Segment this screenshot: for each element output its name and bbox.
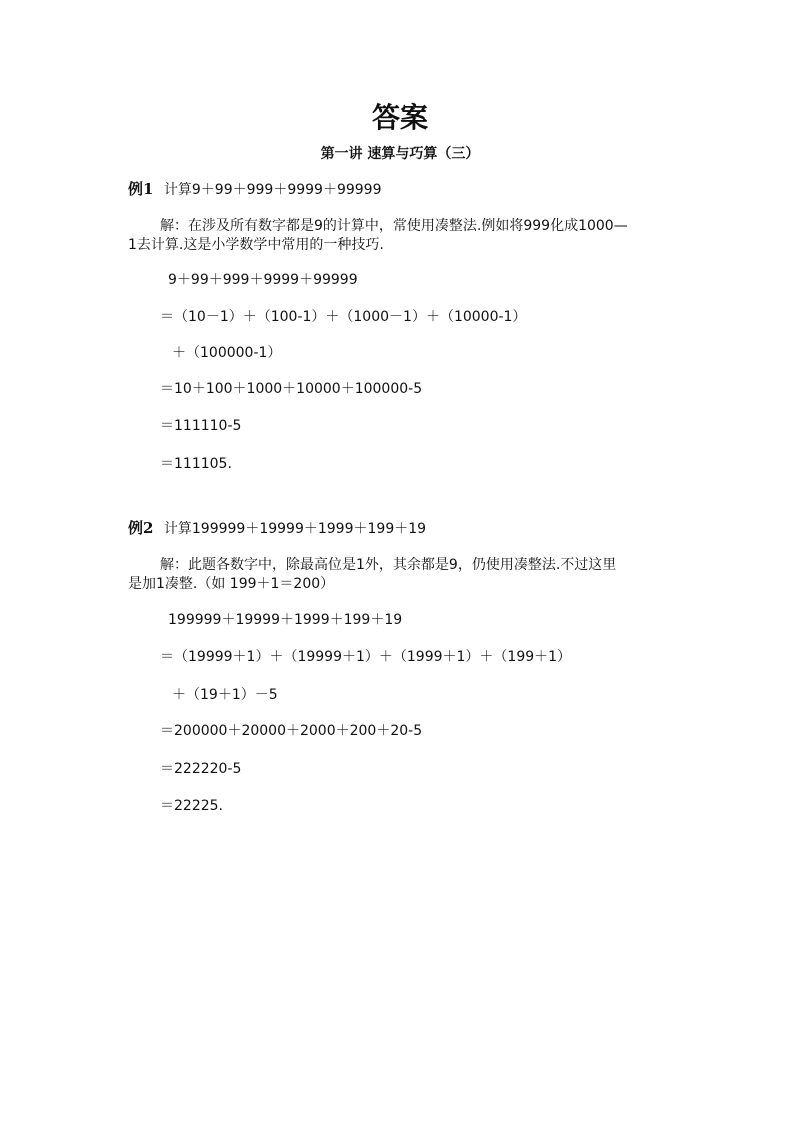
example-1-step: ＝111105. (160, 456, 232, 472)
example-1-step: ＋（100000-1） (172, 345, 282, 361)
example-2-heading (128, 519, 426, 538)
lesson-subtitle: 第一讲 速算与巧算（三） (320, 146, 480, 162)
example-1-step: ＝（10－1）＋（100-1）＋（1000－1）＋（10000-1） (160, 309, 527, 325)
example-2-solution-line-1: 解：此题各数字中，除最高位是1外，其余都是9，仍使用凑整法.不过这里 (160, 557, 617, 573)
example-1-problem: 计算9＋99＋999＋9999＋99999 (163, 182, 382, 198)
example-1-solution-line-2: 1去计算.这是小学数学中常用的一种技巧. (128, 237, 384, 253)
example-1-step: ＝111110-5 (160, 418, 242, 434)
example-2-label: 例2 (128, 519, 154, 537)
example-2-step: ＝200000＋20000＋2000＋200＋20-5 (160, 723, 423, 739)
page-title: 答案 (371, 101, 428, 134)
example-1-label: 例1 (128, 180, 154, 198)
example-1-heading (128, 180, 382, 199)
example-2-step: ＝22225. (160, 798, 223, 814)
example-2-step: 199999＋19999＋1999＋199＋19 (168, 612, 403, 628)
example-2-problem: 计算199999＋19999＋1999＋199＋19 (163, 521, 427, 537)
example-2-step: ＝（19999＋1）＋（19999＋1）＋（1999＋1）＋（199＋1） (160, 649, 572, 665)
example-2-step: ＝222220-5 (160, 761, 242, 777)
example-1-step: 9＋99＋999＋9999＋99999 (168, 272, 358, 288)
example-1-solution-line-1: 解：在涉及所有数字都是9的计算中，常使用凑整法.例如将999化成1000— (160, 218, 628, 234)
example-2-solution-line-2: 是加1凑整.（如 199＋1＝200） (128, 576, 335, 592)
example-1-step: ＝10＋100＋1000＋10000＋100000-5 (160, 381, 423, 397)
example-2-step: ＋（19＋1）－5 (172, 687, 278, 703)
